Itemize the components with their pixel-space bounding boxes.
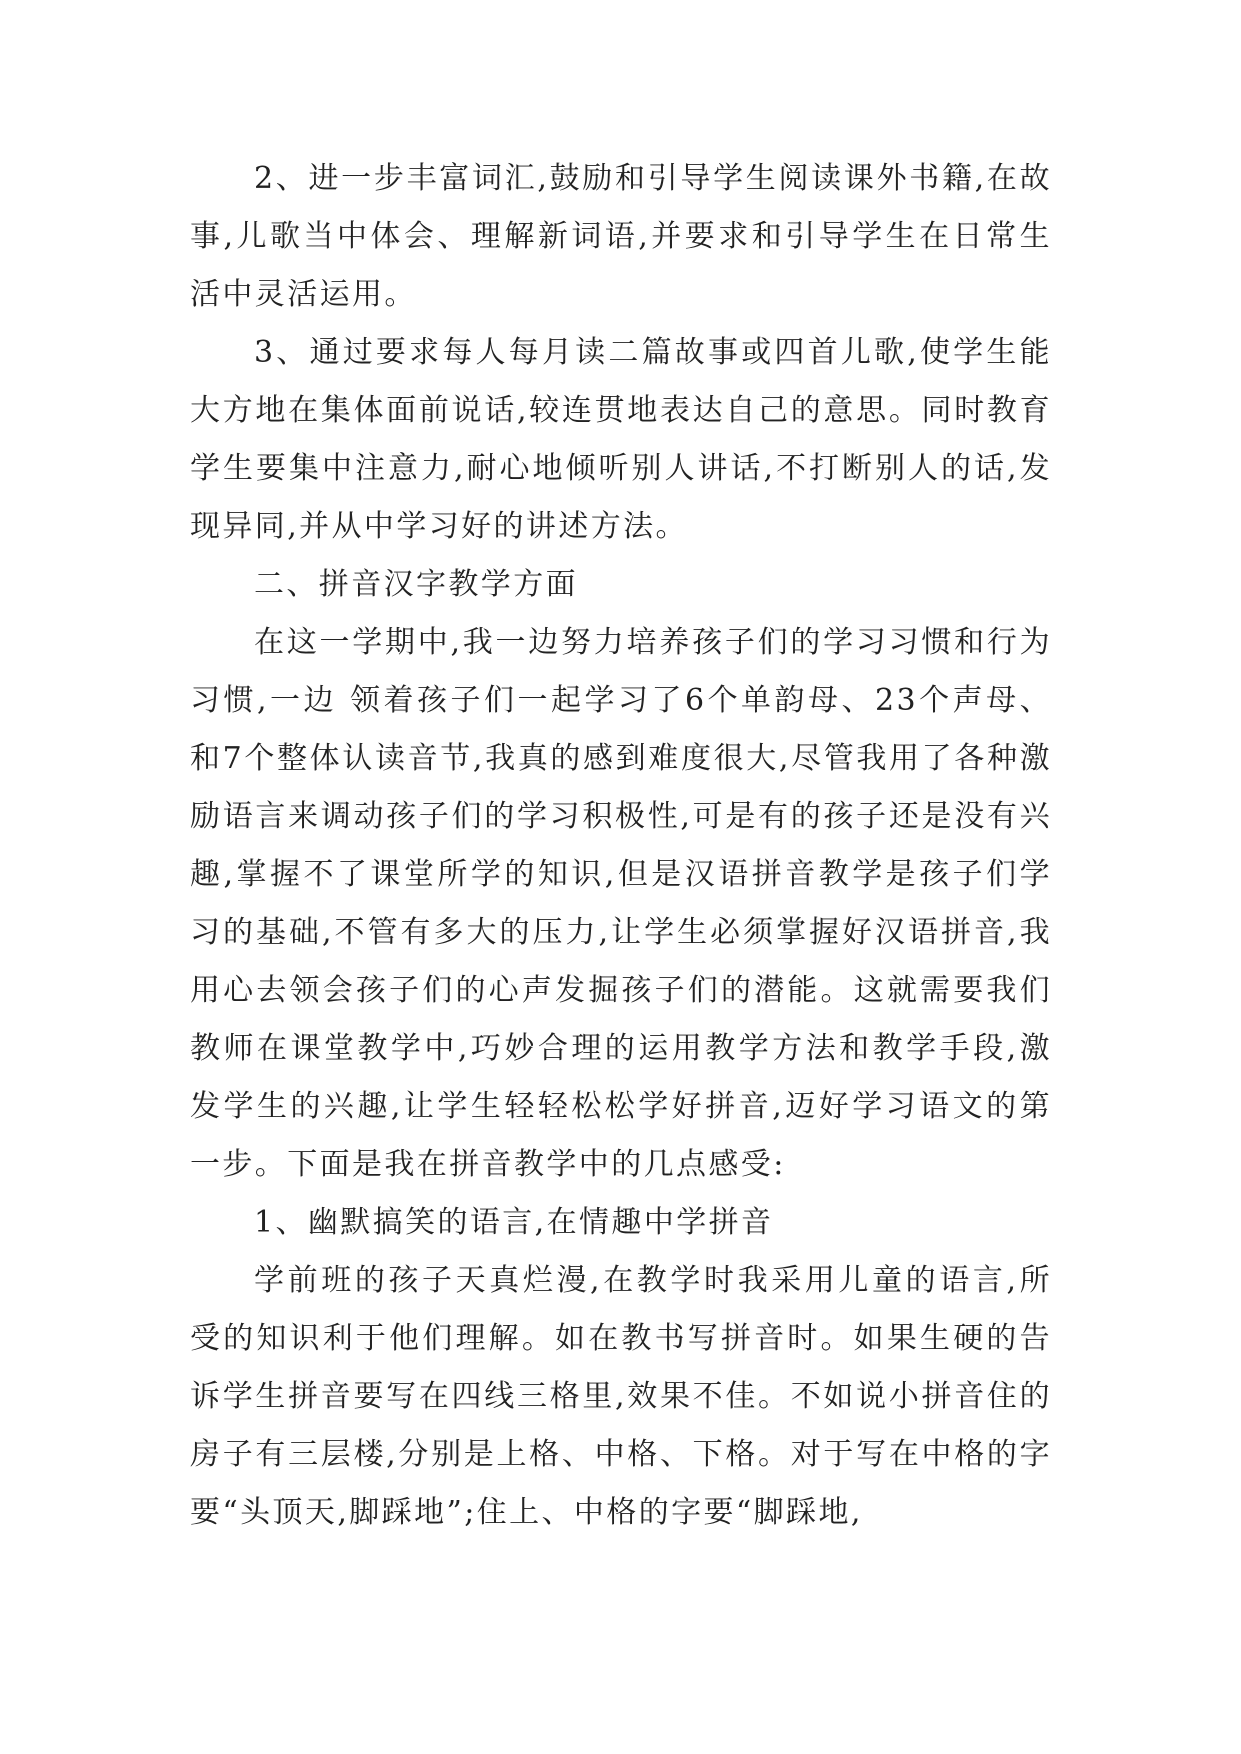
section-heading-pinyin: 二、拼音汉字教学方面 xyxy=(254,567,578,602)
document-body xyxy=(190,150,1052,1542)
paragraph-pinyin-teaching: 在这一学期中,我一边努力培养孩子们的学习习惯和行为习惯,一边 领着孩子们一起学习了6个单韵母、23个声母、和7个整体认读音节,我真的感到难度很大,尽管我用了各种激励语言来调动孩子们的学习积极性,可是有的孩子还是没有兴趣,掌握不了课堂所学的知识,但是汉语拼音教学是孩子们学习的基础,不管有多大的压力,让学生必须掌握好汉语拼音,我用心去领会孩子们的心声发掘孩子们的潜能。这就需要我们教师在课堂教学中,巧妙合理的运用教学方法和教学手段,激发学生的兴趣,让学生轻轻松松学好拼音,迈好学习语文的第一步。下面是我在拼音教学中的几点感受: xyxy=(190,625,1052,1182)
subheading-humorous-language: 1、幽默搞笑的语言,在情趣中学拼音 xyxy=(254,1205,774,1240)
paragraph-vocabulary: 2、进一步丰富词汇,鼓励和引导学生阅读课外书籍,在故事,儿歌当中体会、理解新词语,并要求和引导学生在日常生活中灵活运用。 xyxy=(190,161,1052,312)
paragraph-reading-stories: 3、通过要求每人每月读二篇故事或四首儿歌,使学生能大方地在集体面前说话,较连贯地表达自己的意思。同时教育学生要集中注意力,耐心地倾听别人讲话,不打断别人的话,发现异同,并从中学习好的讲述方法。 xyxy=(190,335,1052,544)
paragraph-preschool-children: 学前班的孩子天真烂漫,在教学时我采用儿童的语言,所受的知识利于他们理解。如在教书写拼音时。如果生硬的告诉学生拼音要写在四线三格里,效果不佳。不如说小拼音住的房子有三层楼,分别是上格、中格、下格。对于写在中格的字要“头顶天,脚踩地”;住上、中格的字要“脚踩地, xyxy=(190,1263,1052,1530)
